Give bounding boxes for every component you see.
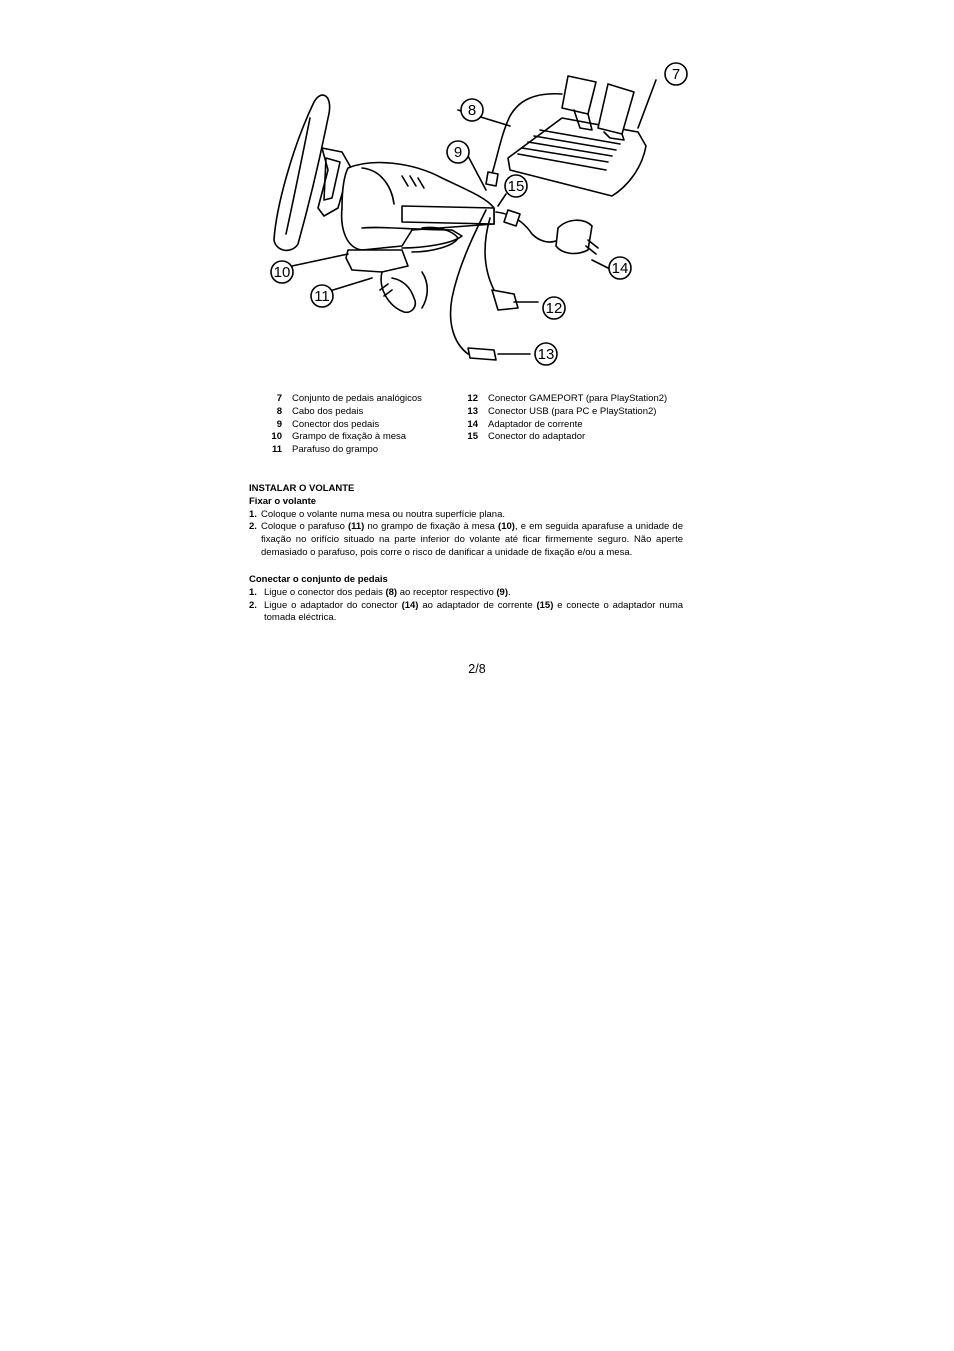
callout-label-15: 15 (507, 178, 525, 195)
legend-item: 13 Conector USB (para PC e PlayStation2) (467, 405, 657, 417)
section-heading: INSTALAR O VOLANTE (249, 483, 355, 494)
accelerator-pedal (598, 84, 634, 134)
callout-label-13: 13 (537, 346, 555, 363)
list-item: 2. Coloque o parafuso (11) no grampo de fixação à mesa (10), e em seguida aparafuse a unidade de fixação no orifício situado na parte inferior do volante até ficar firmemente seguro. Não aperte demasiado o parafuso, pois corre o risco de danificar a unidade de fixação e/ou a mesa. (249, 521, 684, 558)
legend-item: 12 Conector GAMEPORT (para PlayStation2) (467, 393, 668, 404)
pedals-section (249, 574, 683, 625)
legend-item: 9 Conector dos pedais (276, 418, 380, 430)
callout-label-10: 10 (273, 264, 291, 281)
install-section (249, 483, 683, 560)
subheading: Conectar o conjunto de pedais (249, 574, 388, 585)
page-number: 2/8 (468, 662, 486, 676)
callout-label-7: 7 (671, 66, 681, 83)
callout-label-12: 12 (545, 300, 563, 317)
legend-left (262, 393, 422, 457)
callout-label-9: 9 (453, 144, 463, 161)
legend-item: 14 Adaptador de corrente (467, 418, 583, 430)
legend-item: 7 Conjunto de pedais analógicos (276, 393, 422, 404)
gameport-cable (485, 218, 494, 290)
callout-label-14: 14 (611, 260, 629, 277)
legend-item: 11 Parafuso do grampo (271, 444, 379, 456)
table-clamp (346, 250, 408, 272)
callout-label-8: 8 (467, 102, 477, 119)
list-item: 1. Coloque o volante numa mesa ou noutra superfície plana. (249, 508, 505, 520)
callout-label-11: 11 (314, 288, 330, 305)
legend-item: 15 Conector do adaptador (467, 431, 586, 443)
list-item: 2. Ligue o adaptador do conector (14) ao adaptador de corrente (15) e conecte o adaptador numa tomada eléctrica. (249, 599, 684, 624)
brake-pedal (562, 76, 596, 114)
subheading: Fixar o volante (249, 495, 317, 507)
list-item: 1. Ligue o conector dos pedais (8) ao receptor respectivo (9). (249, 586, 511, 598)
wheel-pedals-diagram (262, 58, 702, 373)
steering-wheel-rim (274, 95, 330, 250)
legend-right (460, 393, 667, 444)
legend-item: 8 Cabo dos pedais (276, 405, 364, 417)
power-adapter (556, 220, 592, 253)
legend-item: 10 Grampo de fixação à mesa (271, 431, 407, 443)
clamp-screw (381, 272, 415, 312)
